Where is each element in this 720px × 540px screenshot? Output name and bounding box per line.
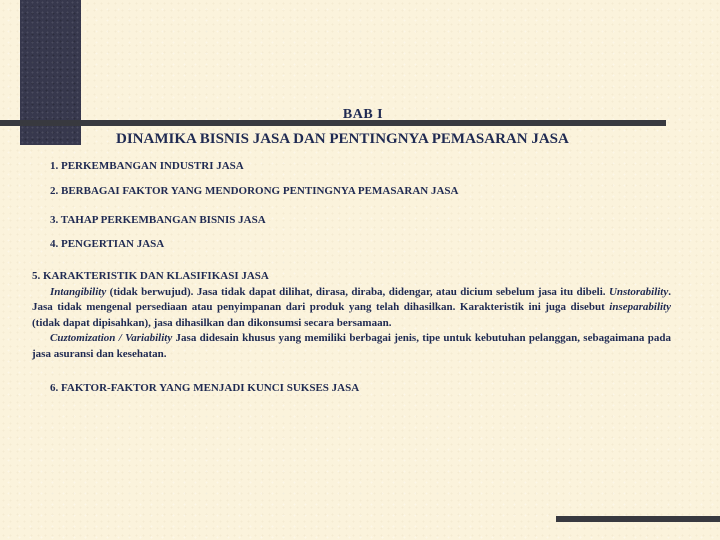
term-intangibility: Intangibility (50, 285, 107, 298)
list-item: 1. PERKEMBANGAN INDUSTRI JASA (50, 160, 244, 172)
paragraph-characteristics (32, 285, 671, 332)
list-item: 3. TAHAP PERKEMBANGAN BISNIS JASA (50, 214, 266, 226)
term-inseparability: inseparability (609, 301, 671, 313)
term-variability: Cuztomization / Variability (50, 332, 173, 344)
top-divider-bar (0, 120, 666, 126)
paragraph-variability (32, 331, 671, 362)
slide-title: DINAMIKA BISNIS JASA DAN PENTINGNYA PEMASARAN JASA (116, 131, 569, 147)
section-heading: 5. KARAKTERISTIK DAN KLASIFIKASI JASA (32, 270, 269, 282)
text-inseparability: (tidak dapat dipisahkan), jasa dihasilkan dan dikonsumsi secara bersamaan. (32, 316, 392, 329)
term-unstorability: Unstorability (608, 285, 669, 298)
text-variability: Jasa didesain khusus yang memiliki berbagai jenis, tipe untuk kebutuhan pelanggan, sebagaimana pada jasa asuransi dan kesehatan. (32, 332, 671, 360)
section-characteristics (32, 269, 671, 362)
bottom-divider-bar (556, 516, 720, 522)
chapter-label: BAB I (342, 108, 384, 120)
list-item: 2. BERBAGAI FAKTOR YANG MENDORONG PENTINGNYA PEMASARAN JASA (50, 185, 459, 197)
text-unstorability: . Jasa tidak mengenal persediaan atau penyimpanan dari produk yang telah dihasilkan. Karakteristik ini juga disebut (32, 285, 671, 313)
list-item: 6. FAKTOR-FAKTOR YANG MENJADI KUNCI SUKSES JASA (50, 382, 360, 394)
text-intangibility: (tidak berwujud). Jasa tidak dapat dilihat, dirasa, diraba, didengar, atau dicium sebelum jasa itu dibeli. (106, 285, 609, 298)
list-item: 4. PENGERTIAN JASA (50, 238, 165, 250)
